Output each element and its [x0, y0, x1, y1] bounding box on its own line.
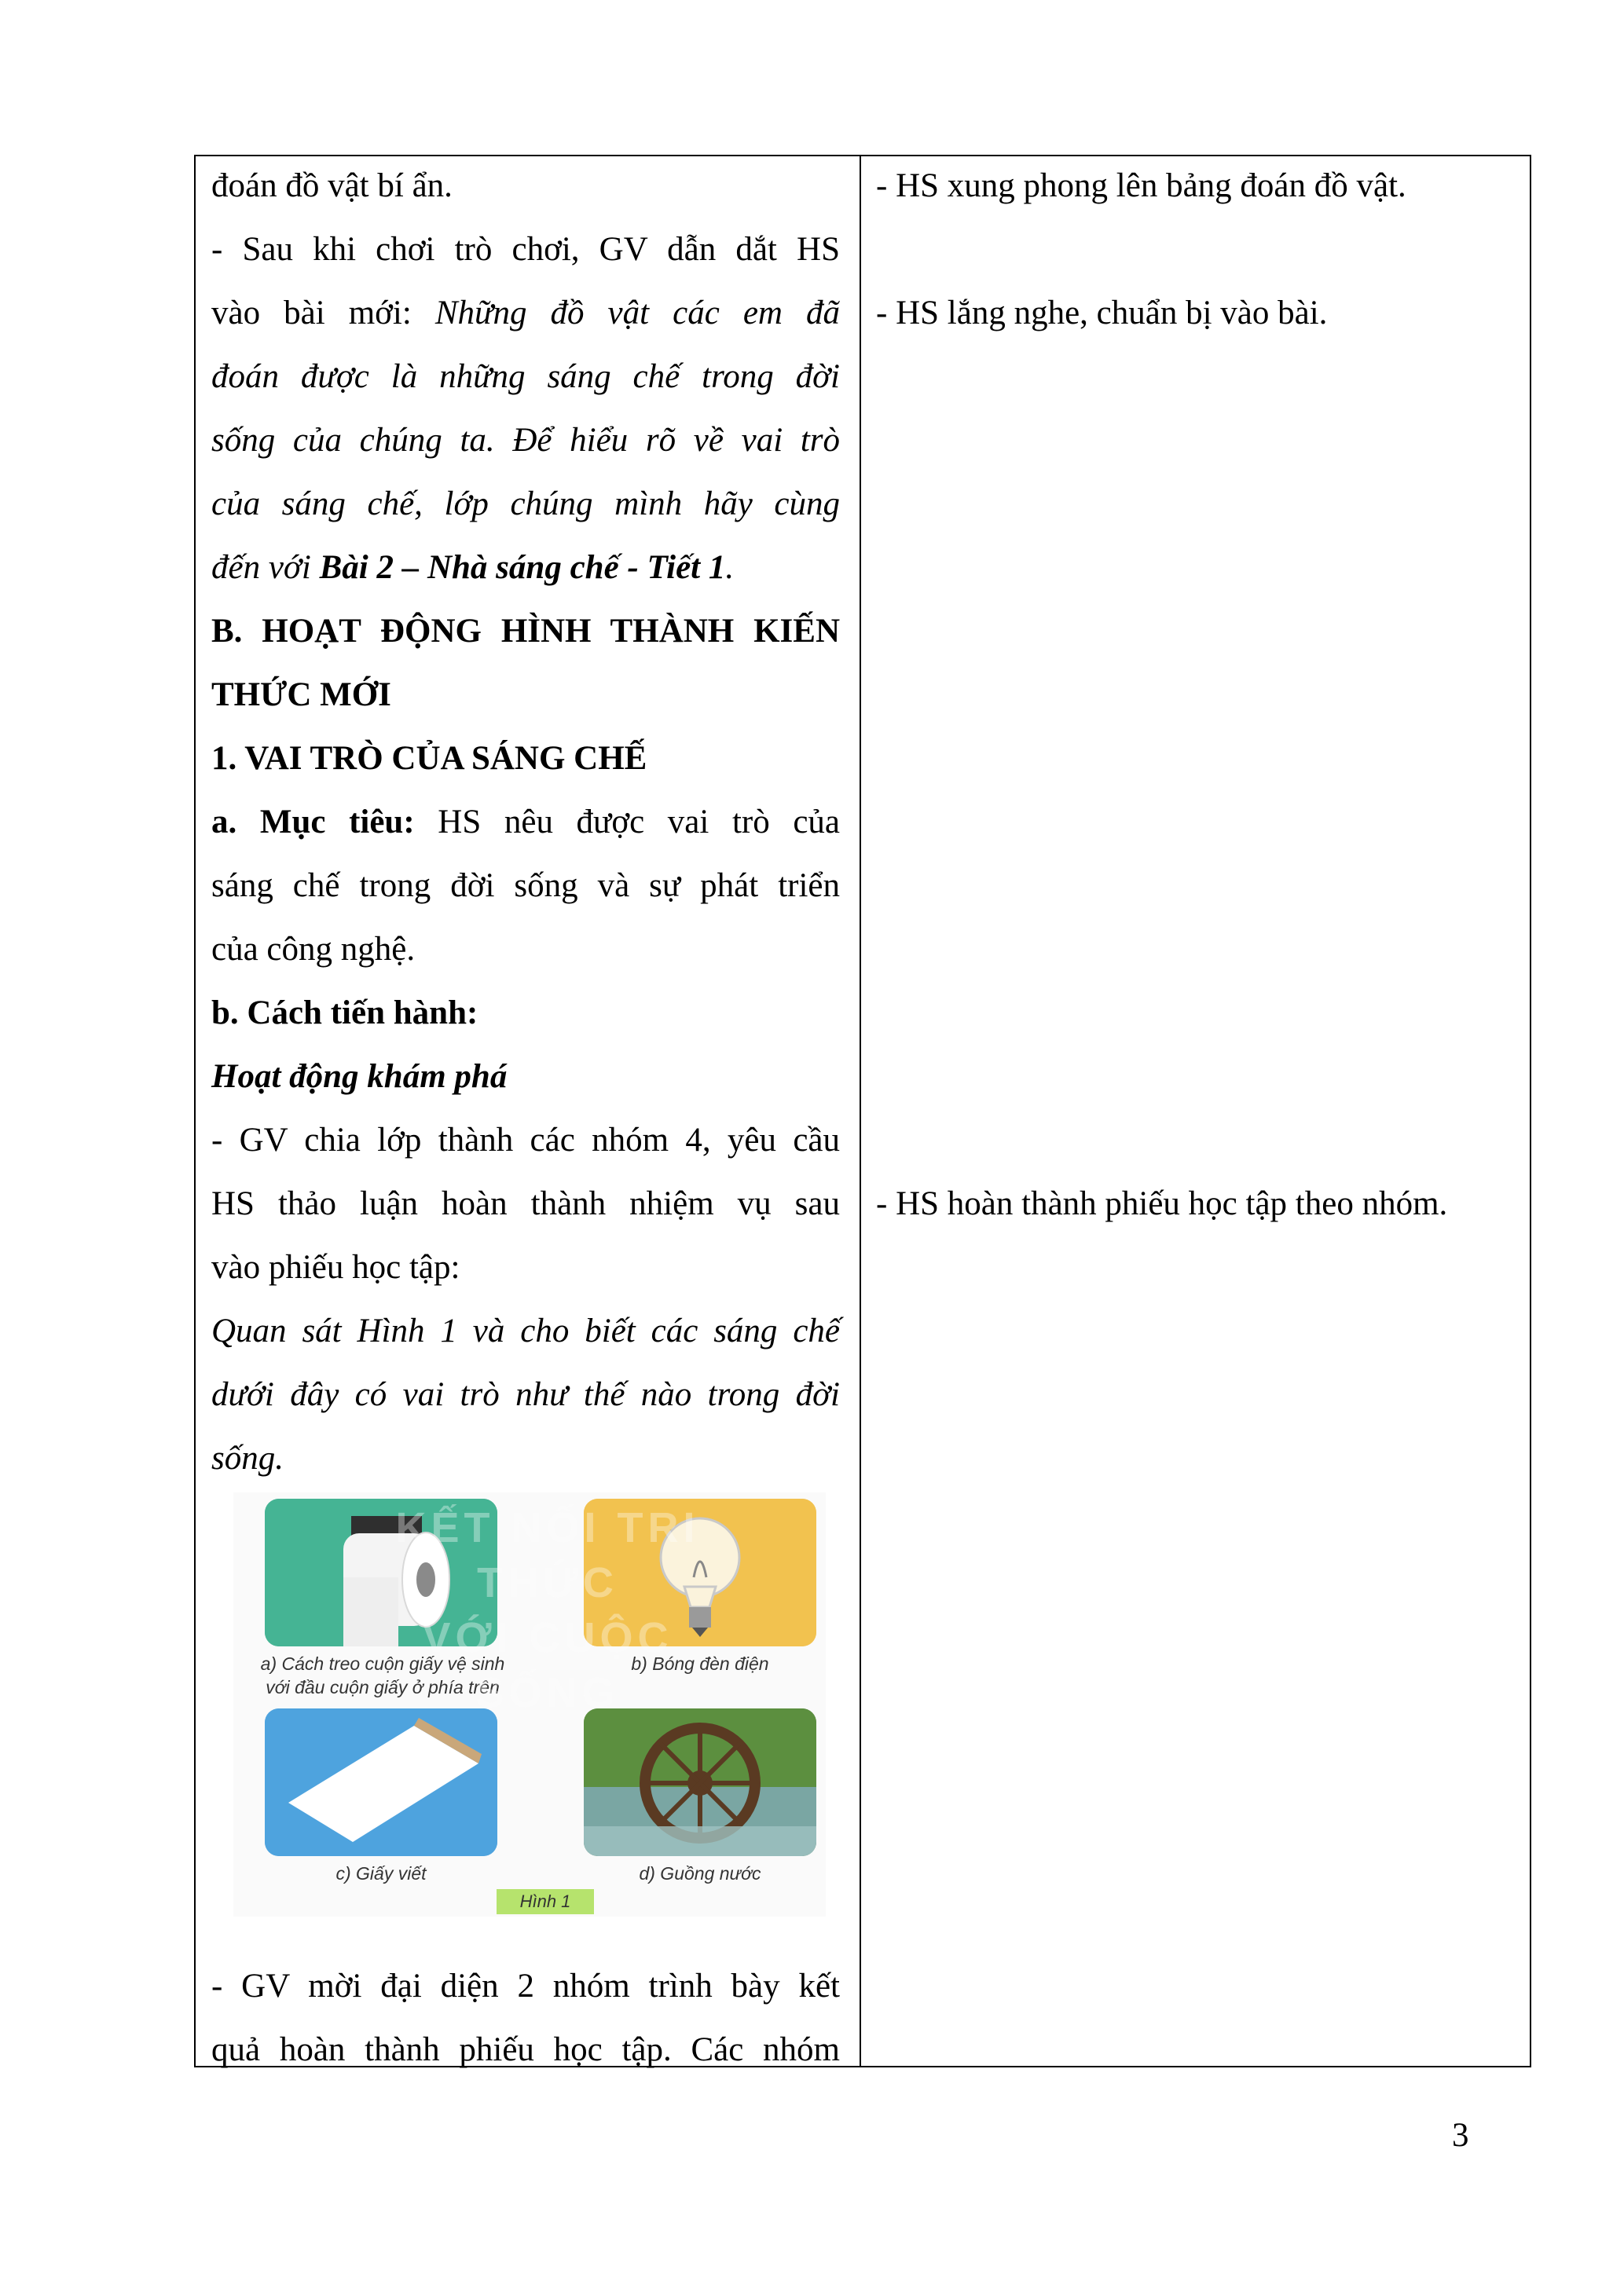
figure-label: Hình 1	[497, 1889, 594, 1914]
text-line: - HS xung phong lên bảng đoán đồ vật.	[876, 167, 1406, 204]
text-line: b. Cách tiến hành:	[211, 994, 478, 1031]
activity-heading: Hoạt động khám phá	[211, 1058, 508, 1095]
text-line: a. Mục tiêu: HS nêu được vai trò của	[211, 804, 840, 840]
text-line: đoán đồ vật bí ẩn.	[211, 167, 453, 204]
watermark: KẾT NỐI TRI THỨC VỚI CUỘC SỐNG	[395, 1504, 700, 1716]
figure-hinh-1	[233, 1492, 826, 1917]
column-divider	[860, 156, 861, 2066]
text-line: dưới đây có vai trò như thế nào trong đời	[211, 1376, 840, 1413]
text-line: - GV chia lớp thành các nhóm 4, yêu cầu	[211, 1122, 840, 1159]
text-line: đến với Bài 2 – Nhà sáng chế - Tiết 1.	[211, 549, 735, 586]
text-line: - GV mời đại diện 2 nhóm trình bày kết	[211, 1968, 840, 2005]
section-heading: THỨC MỚI	[211, 676, 391, 713]
page-number: 3	[1452, 2117, 1469, 2154]
text-line: - HS lắng nghe, chuẩn bị vào bài.	[876, 295, 1328, 331]
text-line: đoán được là những sáng chế trong đời	[211, 358, 840, 395]
text-line: vào phiếu học tập:	[211, 1249, 460, 1286]
text-line: sáng chế trong đời sống và sự phát triển	[211, 867, 840, 904]
text-line: sống.	[211, 1440, 284, 1477]
paper-image	[265, 1708, 497, 1856]
text-line: vào bài mới: Những đồ vật các em đã	[211, 295, 840, 331]
caption-a: a) Cách treo cuộn giấy vệ sinh với đầu cuộn giấy ở phía trên	[260, 1653, 505, 1697]
text-line: của sáng chế, lớp chúng mình hãy cùng	[211, 485, 840, 522]
section-heading: B. HOẠT ĐỘNG HÌNH THÀNH KIẾN	[211, 613, 840, 650]
text-line: sống của chúng ta. Để hiểu rõ về vai trò	[211, 422, 840, 459]
text-line: quả hoàn thành phiếu học tập. Các nhóm	[211, 2031, 840, 2068]
caption-c: c) Giấy viết	[335, 1863, 427, 1884]
text-line: - Sau khi chơi trò chơi, GV dẫn dắt HS	[211, 231, 840, 268]
caption-d: d) Guồng nước	[639, 1863, 761, 1884]
caption-b: b) Bóng đèn điện	[631, 1653, 769, 1674]
text-line: - HS hoàn thành phiếu học tập theo nhóm.	[876, 1185, 1448, 1222]
text-line: Quan sát Hình 1 và cho biết các sáng chế	[211, 1313, 840, 1349]
subsection-heading: 1. VAI TRÒ CỦA SÁNG CHẾ	[211, 740, 647, 777]
water-wheel-image	[584, 1708, 816, 1856]
text-line: của công nghệ.	[211, 931, 416, 968]
text-line: HS thảo luận hoàn thành nhiệm vụ sau	[211, 1185, 840, 1222]
